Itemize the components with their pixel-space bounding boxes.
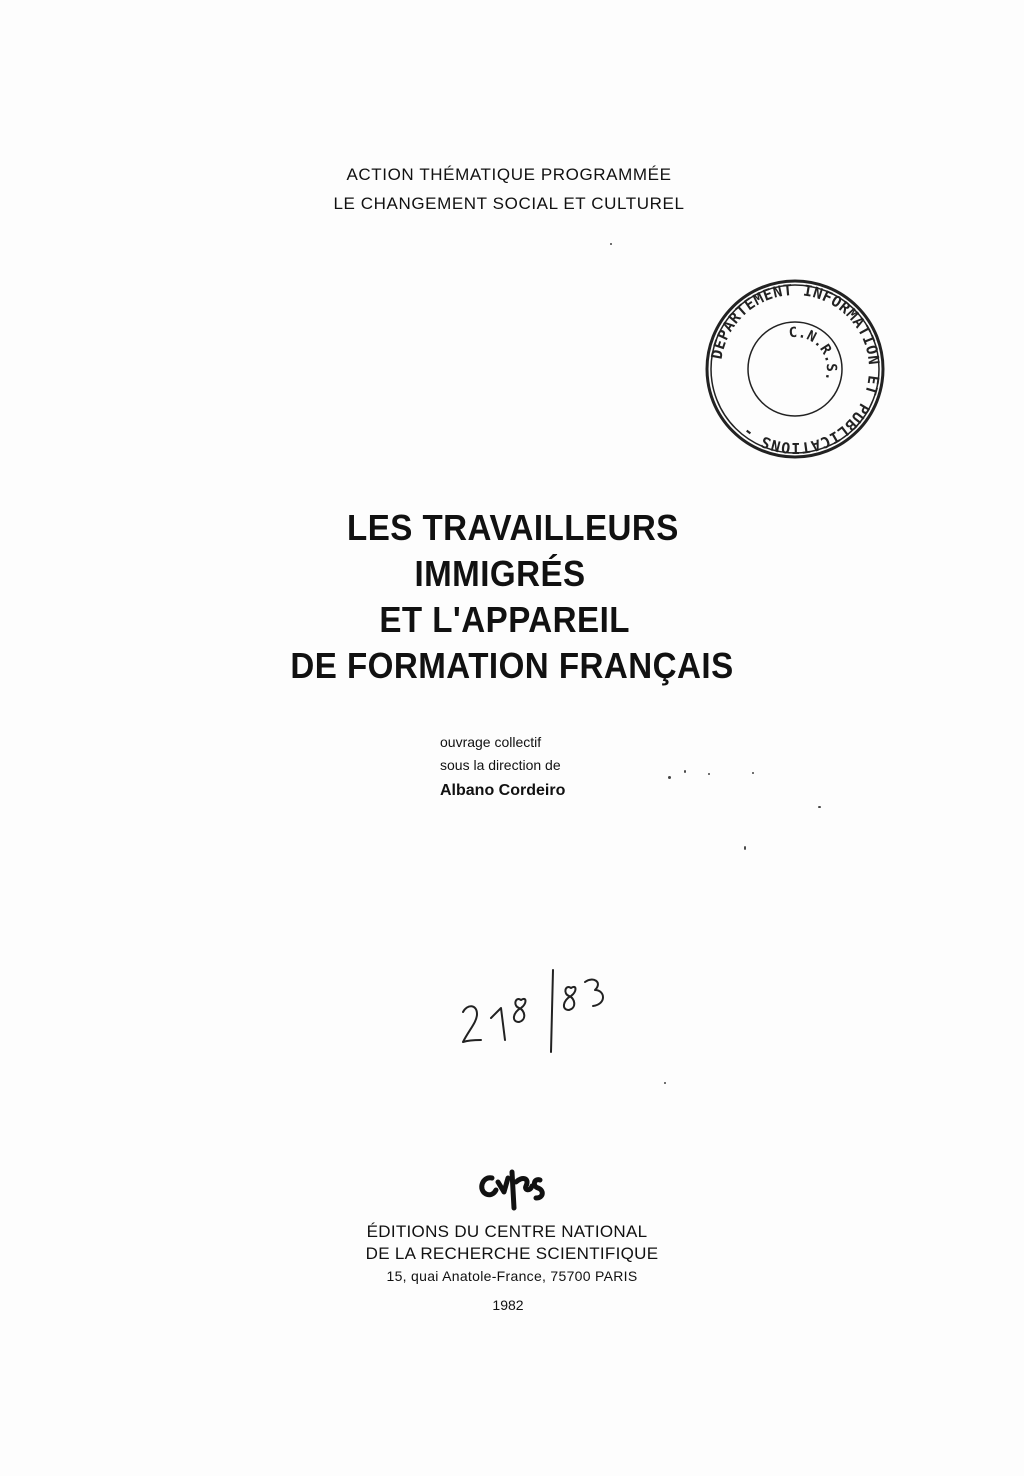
- subtitle-block: [440, 731, 565, 802]
- stamp-outer-text: DEPARTEMENT INFORMATION ET PUBLICATIONS -: [707, 280, 884, 458]
- series-heading: [0, 160, 1024, 218]
- scan-speck: [818, 806, 821, 808]
- series-line-2: LE CHANGEMENT SOCIAL ET CULTUREL: [333, 194, 685, 213]
- title-line-1: LES TRAVAILLEURS: [347, 507, 679, 548]
- library-stamp: [704, 278, 886, 460]
- svg-text:C.N.R.S.: [788, 325, 839, 383]
- scan-speck: [752, 772, 754, 774]
- scan-speck: [684, 770, 686, 773]
- series-line-1: ACTION THÉMATIQUE PROGRAMMÉE: [346, 165, 672, 184]
- publisher-line-2: DE LA RECHERCHE SCIENTIFIQUE: [365, 1244, 659, 1263]
- publisher-address: 15, quai Anatole-France, 75700 PARIS: [386, 1268, 638, 1284]
- author-name: Albano Cordeiro: [440, 782, 566, 799]
- cnrs-logo: [474, 1168, 554, 1212]
- scan-speck: [708, 773, 710, 775]
- publisher-line-1: ÉDITIONS DU CENTRE NATIONAL: [366, 1222, 648, 1241]
- book-title: [41, 505, 983, 689]
- publication-year: 1982: [492, 1297, 524, 1313]
- subtitle-line-2: sous la direction de: [440, 757, 561, 773]
- stamp-inner-text: C.N.R.S.: [788, 324, 840, 383]
- scan-speck: [744, 846, 746, 850]
- handwritten-note: [455, 960, 625, 1060]
- scan-speck: [610, 243, 612, 245]
- title-line-3: ET L'APPAREIL: [379, 599, 630, 640]
- publisher-block: [0, 1221, 1024, 1287]
- title-line-2: IMMIGRÉS: [414, 553, 586, 594]
- scan-speck: [668, 776, 671, 779]
- subtitle-line-1: ouvrage collectif: [440, 734, 542, 750]
- scan-speck: [664, 1082, 666, 1084]
- title-line-4: DE FORMATION FRANÇAIS: [290, 645, 734, 686]
